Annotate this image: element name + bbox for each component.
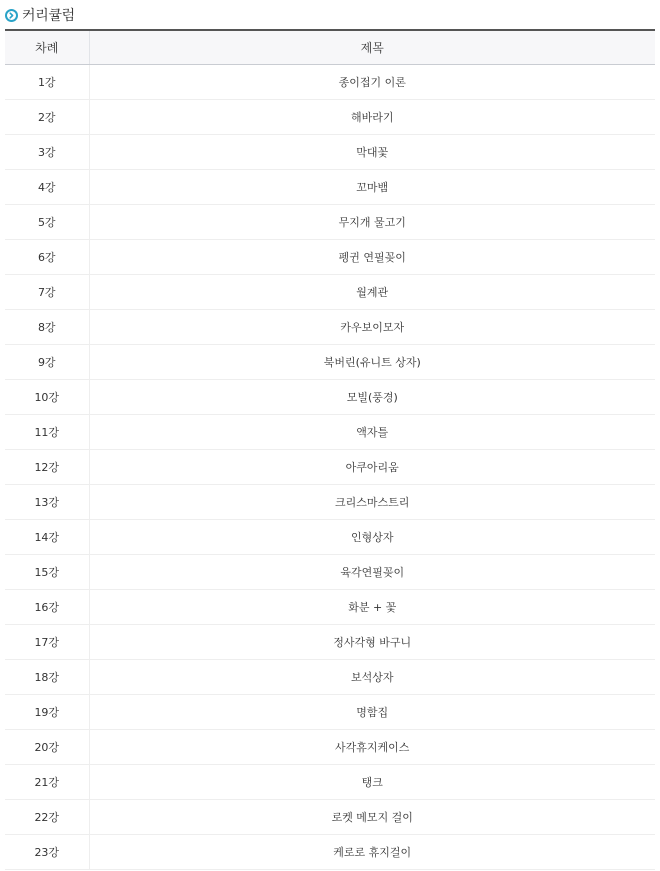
lesson-number: 1강 — [5, 65, 89, 100]
lesson-number: 23강 — [5, 835, 89, 870]
table-row — [5, 695, 655, 730]
lesson-title: 막대꽃 — [89, 135, 655, 170]
table-row — [5, 555, 655, 590]
lesson-title: 북버린(유니트 상자) — [89, 345, 655, 380]
lesson-title: 화분 + 꽃 — [89, 590, 655, 625]
table-row — [5, 380, 655, 415]
lesson-number: 17강 — [5, 625, 89, 660]
table-row — [5, 765, 655, 800]
table-row — [5, 730, 655, 765]
lesson-title: 월계관 — [89, 275, 655, 310]
table-row — [5, 660, 655, 695]
lesson-title: 아쿠아리움 — [89, 450, 655, 485]
table-row — [5, 835, 655, 870]
lesson-title: 모빌(풍경) — [89, 380, 655, 415]
lesson-number: 22강 — [5, 800, 89, 835]
lesson-number: 7강 — [5, 275, 89, 310]
table-row — [5, 310, 655, 345]
lesson-title: 로켓 메모지 걸이 — [89, 800, 655, 835]
lesson-number: 5강 — [5, 205, 89, 240]
lesson-title: 사각휴지케이스 — [89, 730, 655, 765]
table-row — [5, 590, 655, 625]
lesson-title: 카우보이모자 — [89, 310, 655, 345]
table-row — [5, 415, 655, 450]
lesson-number: 18강 — [5, 660, 89, 695]
table-header — [5, 30, 655, 65]
table-body — [5, 65, 655, 870]
lesson-number: 21강 — [5, 765, 89, 800]
lesson-number: 9강 — [5, 345, 89, 380]
column-header-title: 제목 — [89, 30, 655, 65]
table-row — [5, 625, 655, 660]
lesson-number: 15강 — [5, 555, 89, 590]
lesson-title: 보석상자 — [89, 660, 655, 695]
table-row — [5, 485, 655, 520]
table-header-row — [5, 30, 655, 65]
lesson-number: 2강 — [5, 100, 89, 135]
table-row — [5, 170, 655, 205]
lesson-number: 12강 — [5, 450, 89, 485]
lesson-title: 꼬마뱀 — [89, 170, 655, 205]
lesson-title: 명함집 — [89, 695, 655, 730]
table-row — [5, 450, 655, 485]
lesson-number: 8강 — [5, 310, 89, 345]
table-row — [5, 205, 655, 240]
lesson-number: 14강 — [5, 520, 89, 555]
lesson-title: 액자틀 — [89, 415, 655, 450]
table-row — [5, 65, 655, 100]
lesson-number: 20강 — [5, 730, 89, 765]
lesson-title: 탱크 — [89, 765, 655, 800]
lesson-number: 4강 — [5, 170, 89, 205]
table-row — [5, 240, 655, 275]
lesson-number: 13강 — [5, 485, 89, 520]
lesson-number: 3강 — [5, 135, 89, 170]
curriculum-table — [5, 29, 655, 870]
lesson-number: 11강 — [5, 415, 89, 450]
table-row — [5, 345, 655, 380]
lesson-title: 무지개 물고기 — [89, 205, 655, 240]
lesson-title: 해바라기 — [89, 100, 655, 135]
lesson-title: 케로로 휴지걸이 — [89, 835, 655, 870]
lesson-title: 펭귄 연필꽂이 — [89, 240, 655, 275]
table-row — [5, 135, 655, 170]
lesson-title: 인형상자 — [89, 520, 655, 555]
table-row — [5, 800, 655, 835]
chevron-right-circle-icon — [5, 9, 18, 22]
lesson-title: 크리스마스트리 — [89, 485, 655, 520]
lesson-title: 육각연필꽂이 — [89, 555, 655, 590]
lesson-number: 16강 — [5, 590, 89, 625]
curriculum-header — [0, 0, 660, 29]
lesson-number: 6강 — [5, 240, 89, 275]
table-row — [5, 275, 655, 310]
table-row — [5, 520, 655, 555]
table-row — [5, 100, 655, 135]
lesson-number: 19강 — [5, 695, 89, 730]
lesson-title: 종이접기 이론 — [89, 65, 655, 100]
lesson-number: 10강 — [5, 380, 89, 415]
column-header-order: 차례 — [5, 30, 89, 65]
page-title: 커리큘럼 — [22, 7, 75, 24]
lesson-title: 정사각형 바구니 — [89, 625, 655, 660]
